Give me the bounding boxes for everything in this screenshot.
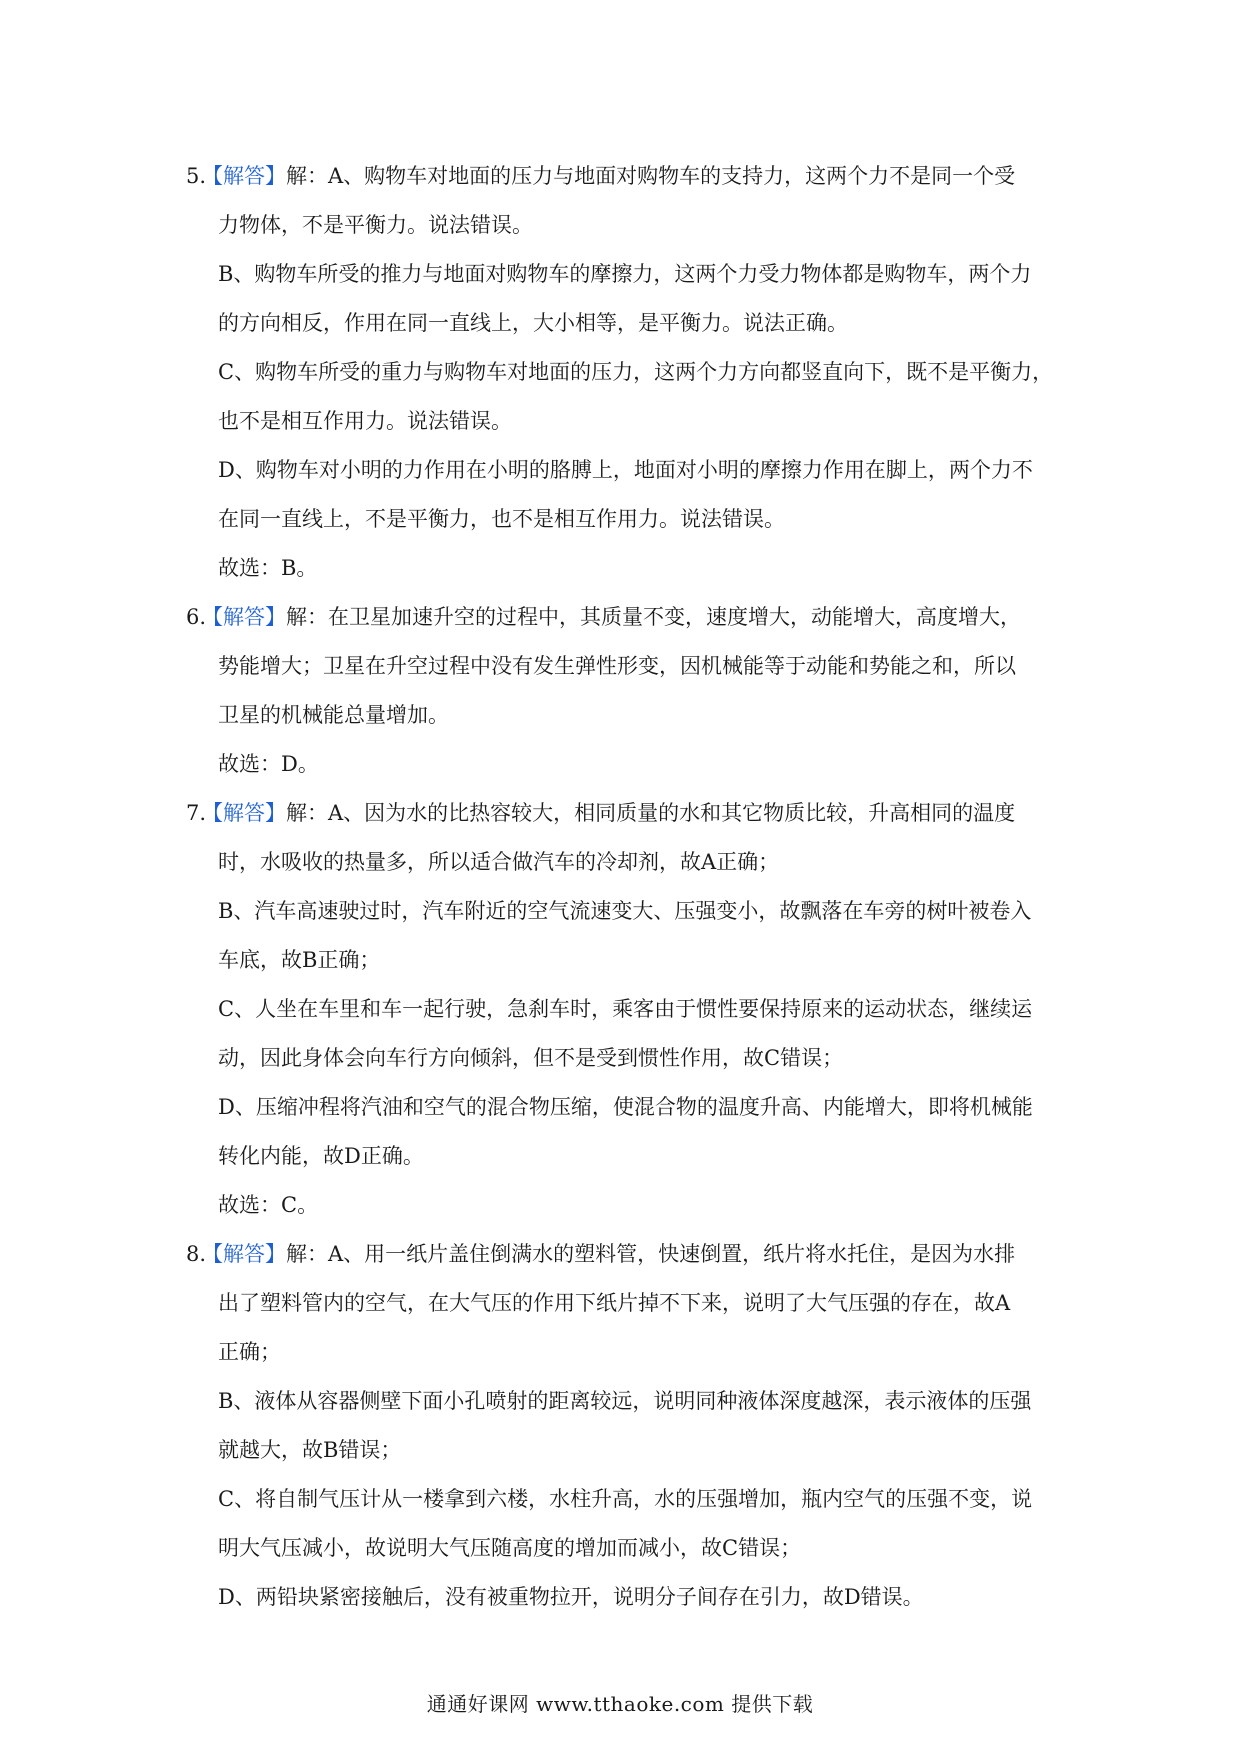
answer-tag: 【解答】 (202, 801, 286, 825)
answer-line (186, 1328, 1066, 1377)
answer-line (186, 1132, 1066, 1181)
answer-line (186, 985, 1066, 1034)
answer-text: D、两铅块紧密接触后，没有被重物拉开，说明分子间存在引力，故D错误。 (218, 1585, 924, 1609)
answer-line (186, 299, 1066, 348)
answer-text: C、人坐在车里和车一起行驶，急刹车时，乘客由于惯性要保持原来的运动状态，继续运 (218, 997, 1033, 1021)
answer-text: 时，水吸收的热量多，所以适合做汽车的冷却剂，故A正确； (218, 850, 780, 874)
answer-tag: 【解答】 (202, 1242, 286, 1266)
answer-first-line (186, 593, 1066, 642)
answer-line (186, 397, 1066, 446)
answer-text: 力物体，不是平衡力。说法错误。 (218, 213, 533, 237)
answer-text: 解：A、用一纸片盖住倒满水的塑料管，快速倒置，纸片将水托住，是因为水排 (286, 1242, 1016, 1266)
answer-text: 就越大，故B错误； (218, 1438, 402, 1462)
answer-line (186, 936, 1066, 985)
answer-text: 出了塑料管内的空气，在大气压的作用下纸片掉不下来，说明了大气压强的存在，故A (218, 1291, 1011, 1315)
answer-text: 解：A、因为水的比热容较大，相同质量的水和其它物质比较，升高相同的温度 (286, 801, 1016, 825)
answer-text: 故选：C。 (218, 1193, 319, 1217)
answer-item (186, 789, 1066, 1230)
answer-line (186, 544, 1066, 593)
answer-text: 解：在卫星加速升空的过程中，其质量不变，速度增大，动能增大，高度增大， (286, 605, 1021, 629)
question-number: 8. (186, 1242, 207, 1266)
answer-content (186, 152, 1066, 1622)
answer-line (186, 1426, 1066, 1475)
answer-text: B、液体从容器侧壁下面小孔喷射的距离较远，说明同种液体深度越深，表示液体的压强 (218, 1389, 1032, 1413)
answer-text: 动，因此身体会向车行方向倾斜，但不是受到惯性作用，故C错误； (218, 1046, 844, 1070)
answer-line (186, 1524, 1066, 1573)
answer-text: 转化内能，故D正确。 (218, 1144, 424, 1168)
answer-line (186, 348, 1066, 397)
answer-first-line (186, 1230, 1066, 1279)
answer-item (186, 593, 1066, 789)
answer-line (186, 1377, 1066, 1426)
answer-line (186, 1034, 1066, 1083)
answer-text: 故选：B。 (218, 556, 318, 580)
answer-line (186, 740, 1066, 789)
answer-text: B、购物车所受的推力与地面对购物车的摩擦力，这两个力受力物体都是购物车，两个力 (218, 262, 1032, 286)
answer-line (186, 1573, 1066, 1622)
answer-text: 故选：D。 (218, 752, 319, 776)
answer-text: 在同一直线上，不是平衡力，也不是相互作用力。说法错误。 (218, 507, 785, 531)
answer-first-line (186, 152, 1066, 201)
answer-text: 解：A、购物车对地面的压力与地面对购物车的支持力，这两个力不是同一个受 (286, 164, 1016, 188)
answer-line (186, 838, 1066, 887)
answer-first-line (186, 789, 1066, 838)
question-number: 5. (186, 164, 207, 188)
answer-line (186, 495, 1066, 544)
answer-text: B、汽车高速驶过时，汽车附近的空气流速变大、压强变小，故飘落在车旁的树叶被卷入 (218, 899, 1032, 923)
answer-line (186, 691, 1066, 740)
answer-text: 卫星的机械能总量增加。 (218, 703, 449, 727)
answer-text: 车底，故B正确； (218, 948, 381, 972)
answer-line (186, 1181, 1066, 1230)
answer-text: 势能增大；卫星在升空过程中没有发生弹性形变，因机械能等于动能和势能之和，所以 (218, 654, 1016, 678)
answer-text: C、购物车所受的重力与购物车对地面的压力，这两个力方向都竖直向下，既不是平衡力， (218, 360, 1054, 384)
answer-text: D、购物车对小明的力作用在小明的胳膊上，地面对小明的摩擦力作用在脚上，两个力不 (218, 458, 1033, 482)
answer-tag: 【解答】 (202, 164, 286, 188)
answer-text: 明大气压减小，故说明大气压随高度的增加而减小，故C错误； (218, 1536, 802, 1560)
answer-text: 也不是相互作用力。说法错误。 (218, 409, 512, 433)
answer-line (186, 642, 1066, 691)
answer-item (186, 152, 1066, 593)
answer-text: C、将自制气压计从一楼拿到六楼，水柱升高，水的压强增加，瓶内空气的压强不变，说 (218, 1487, 1033, 1511)
answer-line (186, 446, 1066, 495)
answer-text: D、压缩冲程将汽油和空气的混合物压缩，使混合物的温度升高、内能增大，即将机械能 (218, 1095, 1033, 1119)
answer-tag: 【解答】 (202, 605, 286, 629)
answer-line (186, 250, 1066, 299)
answer-item (186, 1230, 1066, 1622)
page-footer: 通通好课网 www.tthaoke.com 提供下载 (426, 1692, 814, 1716)
answer-line (186, 1475, 1066, 1524)
answer-line (186, 1279, 1066, 1328)
answer-line (186, 201, 1066, 250)
question-number: 7. (186, 801, 207, 825)
answer-line (186, 1083, 1066, 1132)
question-number: 6. (186, 605, 207, 629)
answer-line (186, 887, 1066, 936)
answer-text: 正确； (218, 1340, 281, 1364)
answer-text: 的方向相反，作用在同一直线上，大小相等，是平衡力。说法正确。 (218, 311, 848, 335)
